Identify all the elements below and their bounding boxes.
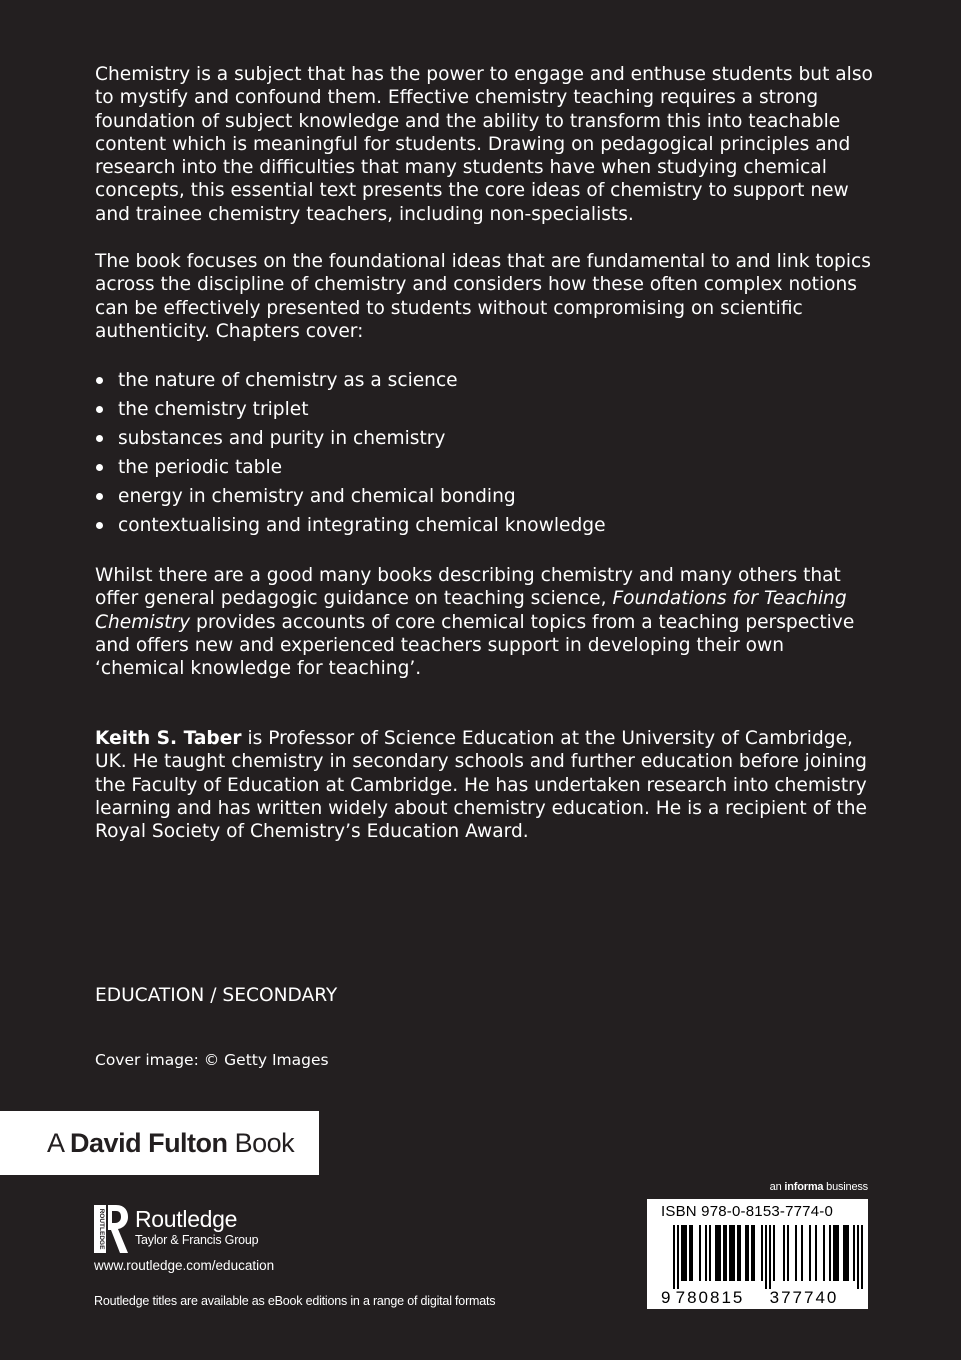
barcode-bar (857, 1225, 859, 1289)
barcode-bar (683, 1225, 685, 1281)
isbn-barcode (647, 1199, 868, 1309)
barcode-bar (725, 1225, 727, 1281)
barcode-bar (847, 1225, 849, 1281)
barcode-bar (747, 1225, 749, 1281)
imprint-name (47, 1128, 294, 1159)
barcode-bar (729, 1225, 731, 1281)
author-bio (95, 727, 875, 843)
barcode-bar (809, 1225, 811, 1281)
barcode-bar (853, 1225, 855, 1281)
barcode-bar (773, 1225, 775, 1281)
informa-prefix: an (769, 1181, 782, 1193)
routledge-logo-icon (93, 1203, 129, 1255)
barcode-bar (709, 1225, 711, 1281)
cover-image-credit: Cover image: © Getty Images (95, 1051, 329, 1069)
barcode-bar (731, 1225, 733, 1281)
barcode-bar (769, 1225, 771, 1289)
chapter-list (95, 366, 875, 540)
list-item: the nature of chemistry as a science (95, 366, 875, 395)
barcode-bar (787, 1225, 789, 1281)
barcode-bar (835, 1225, 837, 1281)
barcode-bar (761, 1225, 763, 1281)
routledge-mark-text: ROUTLEDGE (98, 1208, 105, 1250)
barcode-bar (833, 1225, 835, 1281)
barcode-bar (681, 1225, 683, 1281)
barcode-bar (705, 1225, 707, 1281)
barcode-bar (823, 1225, 825, 1281)
barcode-bar (751, 1225, 753, 1281)
barcode-bar (717, 1225, 719, 1281)
barcode-bar (691, 1225, 693, 1281)
barcode-digit-first: 9 (661, 1288, 671, 1307)
barcode-bar (845, 1225, 847, 1281)
publisher-name: Routledge (135, 1206, 238, 1232)
subject-category: EDUCATION / SECONDARY (95, 985, 338, 1006)
barcode-bar (733, 1225, 735, 1281)
publisher-wordmark (135, 1206, 258, 1248)
barcode-bar (801, 1225, 803, 1281)
barcode-bar (765, 1225, 767, 1289)
book-title: Foundations for Teaching Chemistry (95, 588, 847, 633)
list-item: energy in chemistry and chemical bonding (95, 482, 875, 511)
barcode-bar (737, 1225, 739, 1281)
informa-suffix: business (826, 1181, 868, 1193)
list-item: substances and purity in chemistry (95, 424, 875, 453)
barcode-bar (843, 1225, 845, 1281)
barcode-graphic (647, 1199, 868, 1309)
barcode-digits-left: 780815 (675, 1288, 745, 1307)
imprint-brand: David Fulton (70, 1127, 228, 1158)
barcode-bar (783, 1225, 785, 1281)
list-item: contextualising and integrating chemical knowledge (95, 511, 875, 540)
paragraph-3-intro: Whilst there are a good many books describing chemistry and many others that offer general pedagogic guidance on teaching science, (95, 565, 841, 610)
imprint-suffix: Book (234, 1127, 295, 1158)
description-paragraph-3 (95, 564, 875, 680)
barcode-bar (685, 1225, 687, 1281)
barcode-bar (745, 1225, 747, 1281)
isbn-label: ISBN 978-0-8153-7774-0 (661, 1203, 834, 1220)
barcode-bar (795, 1225, 797, 1281)
barcode-bar (861, 1225, 863, 1289)
barcode-bar (739, 1225, 741, 1281)
list-item: the periodic table (95, 453, 875, 482)
barcode-bar (689, 1225, 691, 1281)
informa-name: informa (784, 1181, 824, 1193)
description-paragraph-2: The book focuses on the foundational ideas that are fundamental to and link topics across the discipline of chemistry and considers how these often complex notions can be effectively presented to students without compromising on scientific authenticity. Chapters cover: (95, 251, 871, 342)
paragraph-3-rest: provides accounts of core chemical topics from a teaching perspective and offers new and experienced teachers support in developing their own ‘chemical knowledge for teaching’. (95, 611, 855, 680)
ebook-note: Routledge titles are available as eBook editions in a range of digital formats (94, 1294, 496, 1308)
list-item: the chemistry triplet (95, 395, 875, 424)
publisher-website: www.routledge.com/education (94, 1258, 275, 1273)
publisher-group: Taylor & Francis Group (135, 1233, 259, 1247)
barcode-bar (829, 1225, 831, 1281)
barcode-bar (715, 1225, 717, 1281)
barcode-bar (815, 1225, 817, 1281)
barcode-bars (673, 1225, 863, 1289)
barcode-bar (837, 1225, 839, 1281)
barcode-bar (723, 1225, 725, 1281)
barcode-bar (699, 1225, 701, 1281)
barcode-bar (719, 1225, 721, 1281)
author-name: Keith S. Taber (95, 728, 242, 749)
informa-tagline (770, 1180, 868, 1194)
author-bio-text: is Professor of Science Education at the University of Cambridge, UK. He taught chemistry in secondary schools and further education before joining the Faculty of Education at Cambridge. He has undertaken research into chemistry learning and has written widely about chemistry education. He is a recipient of the Royal Society of Chemistry’s Education Award. (95, 728, 867, 843)
barcode-bar (677, 1225, 679, 1289)
publisher-logo (93, 1203, 258, 1255)
imprint-banner (0, 1111, 319, 1175)
description-paragraph-1: Chemistry is a subject that has the power to engage and enthuse students but also to mystify and confound them. Effective chemistry teaching requires a strong foundation of subject knowledge and the ability to transform this into teachable content which is meaningful for students. Drawing on pedagogical principles and research into the difficulties that many students have when studying chemical concepts, this essential text presents the core ideas of chemistry to support new and trainee chemistry teachers, including non-specialists. (95, 64, 873, 225)
imprint-prefix: A (47, 1127, 64, 1158)
barcode-bar (753, 1225, 755, 1281)
barcode-bar (673, 1225, 675, 1289)
barcode-digits-right: 377740 (769, 1288, 839, 1307)
